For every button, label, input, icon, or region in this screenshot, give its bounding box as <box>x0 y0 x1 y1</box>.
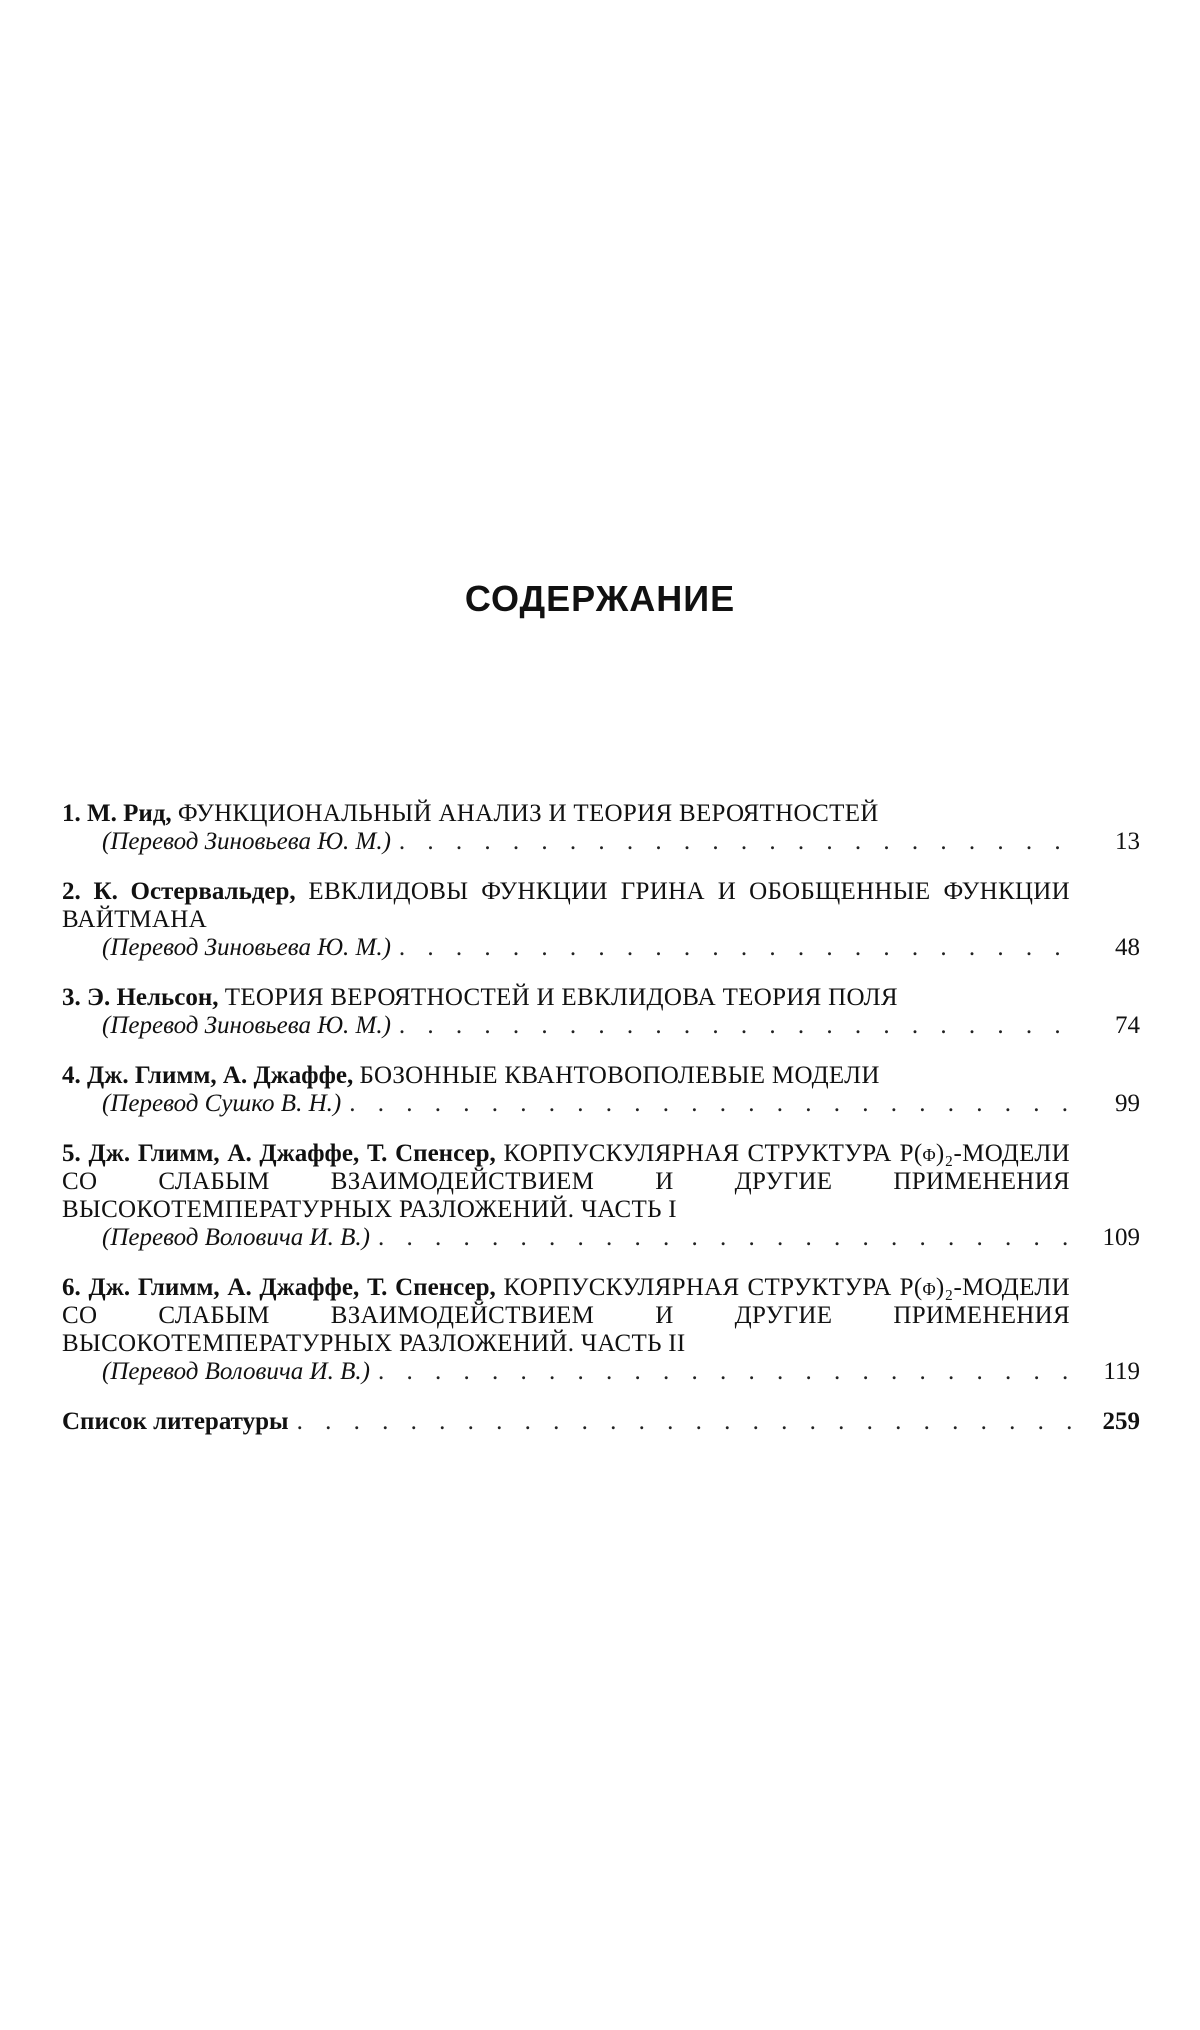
dot-leader <box>378 1224 1072 1252</box>
entry-title-block <box>62 1140 1140 1224</box>
entry-page-number: 99 <box>1115 1090 1140 1117</box>
dot-leader <box>297 1408 1072 1436</box>
table-of-contents <box>62 800 1140 1436</box>
entry-title: КОРПУСКУЛЯРНАЯ СТРУКТУРА P(φ)₂-МОДЕЛИ СО СЛАБЫМ ВЗАИМОДЕЙСТВИЕМ И ДРУГИЕ ПРИМЕНЕНИЯ ВЫСОКОТЕМПЕРАТУРНЫХ РАЗЛОЖЕНИЙ. ЧАСТЬ I <box>62 1140 1071 1223</box>
entry-translator: (Перевод Зиновьева Ю. М.) <box>102 1012 391 1039</box>
entry-translator: (Перевод Воловича И. В.) <box>102 1224 370 1251</box>
entry-authors: М. Рид, <box>87 800 172 827</box>
bibliography-label: Список литературы <box>62 1408 289 1435</box>
toc-entry-bibliography[interactable] <box>62 1408 1140 1436</box>
entry-number: 6. <box>62 1274 81 1301</box>
entry-title-block <box>62 1274 1140 1358</box>
entry-authors: К. Остервальдер, <box>93 878 296 905</box>
toc-entry-3[interactable] <box>62 984 1140 1040</box>
entry-title: ФУНКЦИОНАЛЬНЫЙ АНАЛИЗ И ТЕОРИЯ ВЕРОЯТНОСТЕЙ <box>177 800 879 827</box>
entry-last-line <box>62 934 1140 962</box>
entry-page-number: 119 <box>1103 1358 1140 1385</box>
bibliography-page-number: 259 <box>1102 1408 1140 1435</box>
dot-leader <box>399 1012 1072 1040</box>
entry-number: 3. <box>62 984 81 1011</box>
dot-leader <box>349 1090 1072 1118</box>
entry-translator: (Перевод Воловича И. В.) <box>102 1358 370 1385</box>
entry-number: 5. <box>62 1140 81 1167</box>
entry-number: 4. <box>62 1062 81 1089</box>
entry-authors: Дж. Глимм, А. Джаффе, <box>87 1062 354 1089</box>
entry-title-block <box>62 984 1140 1012</box>
dot-leader <box>399 828 1072 856</box>
entry-page-number: 109 <box>1102 1224 1140 1251</box>
entry-title-block <box>62 878 1140 934</box>
entry-title: БОЗОННЫЕ КВАНТОВОПОЛЕВЫЕ МОДЕЛИ <box>359 1062 880 1089</box>
entry-page-number: 48 <box>1115 934 1140 961</box>
entry-page-number: 13 <box>1115 828 1140 855</box>
entry-title: ТЕОРИЯ ВЕРОЯТНОСТЕЙ И ЕВКЛИДОВА ТЕОРИЯ ПОЛЯ <box>224 984 898 1011</box>
entry-authors: Э. Нельсон, <box>87 984 219 1011</box>
entry-title: КОРПУСКУЛЯРНАЯ СТРУКТУРА P(φ)₂-МОДЕЛИ СО СЛАБЫМ ВЗАИМОДЕЙСТВИЕМ И ДРУГИЕ ПРИМЕНЕНИЯ ВЫСОКОТЕМПЕРАТУРНЫХ РАЗЛОЖЕНИЙ. ЧАСТЬ II <box>62 1274 1071 1357</box>
entry-number: 1. <box>62 800 81 827</box>
entry-last-line <box>62 1012 1140 1040</box>
entry-translator: (Перевод Зиновьева Ю. М.) <box>102 828 391 855</box>
entry-last-line <box>62 1090 1140 1118</box>
entry-page-number: 74 <box>1115 1012 1140 1039</box>
toc-entry-2[interactable] <box>62 878 1140 962</box>
entry-last-line <box>62 1224 1140 1252</box>
entry-title-block <box>62 800 1140 828</box>
toc-entry-6[interactable] <box>62 1274 1140 1386</box>
entry-title: ЕВКЛИДОВЫ ФУНКЦИИ ГРИНА И ОБОБЩЕННЫЕ ФУНКЦИИ ВАЙТМАНА <box>62 878 1070 933</box>
entry-translator: (Перевод Сушко В. Н.) <box>102 1090 342 1117</box>
toc-entry-4[interactable] <box>62 1062 1140 1118</box>
entry-number: 2. <box>62 878 81 905</box>
page-title: СОДЕРЖАНИЕ <box>464 578 736 619</box>
dot-leader <box>399 934 1072 962</box>
entry-authors: Дж. Глимм, А. Джаффе, Т. Спенсер, <box>88 1274 496 1301</box>
entry-last-line <box>62 1358 1140 1386</box>
entry-authors: Дж. Глимм, А. Джаффе, Т. Спенсер, <box>88 1140 496 1167</box>
entry-last-line <box>62 828 1140 856</box>
toc-entry-1[interactable] <box>62 800 1140 856</box>
toc-entry-5[interactable] <box>62 1140 1140 1252</box>
entry-translator: (Перевод Зиновьева Ю. М.) <box>102 934 391 961</box>
dot-leader <box>378 1358 1072 1386</box>
entry-title-block <box>62 1062 1140 1090</box>
